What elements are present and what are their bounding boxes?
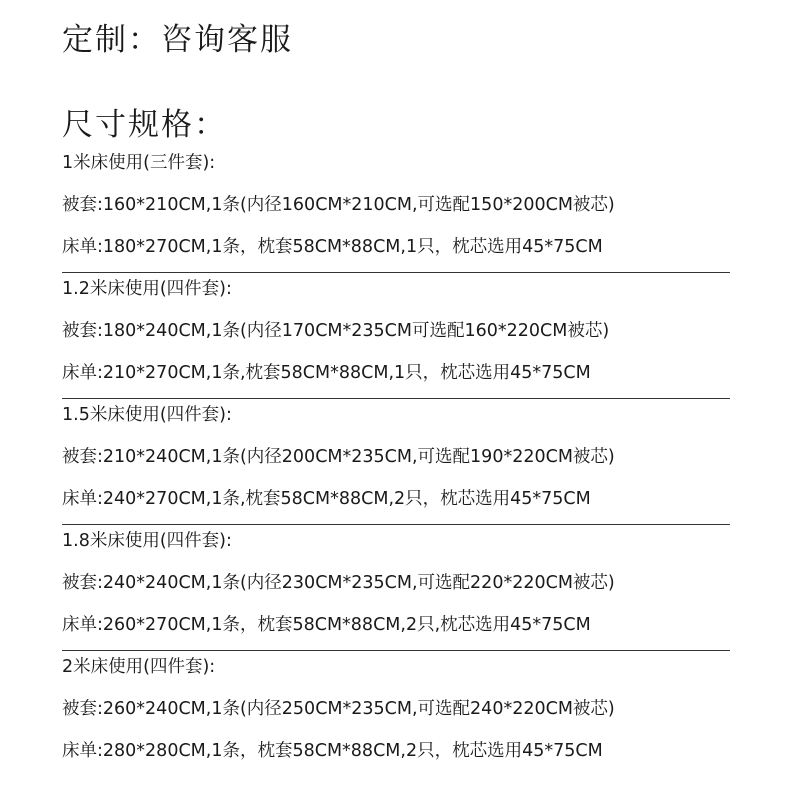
section-title: 2米床使用(四件套): xyxy=(62,657,216,677)
duvet-cover-spec: 被套:160*210CM,1条(内径160CM*210CM,可选配150*200CM被芯) xyxy=(62,195,615,215)
duvet-cover-spec: 被套:260*240CM,1条(内径250CM*235CM,可选配240*220CM被芯) xyxy=(62,699,615,719)
section-title: 1.8米床使用(四件套): xyxy=(62,531,232,551)
sheet-pillowcase-spec: 床单:210*270CM,1条,枕套58CM*88CM,1只，枕芯选用45*75CM xyxy=(62,363,591,383)
sheet-pillowcase-spec: 床单:260*270CM,1条，枕套58CM*88CM,2只,枕芯选用45*75CM xyxy=(62,615,591,635)
spec-sections xyxy=(62,147,730,777)
section-title: 1.2米床使用(四件套): xyxy=(62,279,232,299)
spec-section-1-8m xyxy=(62,525,730,651)
duvet-cover-spec: 被套:210*240CM,1条(内径200CM*235CM,可选配190*220CM被芯) xyxy=(62,447,615,467)
custom-order-note: 定制：咨询客服 xyxy=(62,22,293,58)
spec-section-1m xyxy=(62,147,730,273)
section-title: 1.5米床使用(四件套): xyxy=(62,405,232,425)
spec-section-1-2m xyxy=(62,273,730,399)
sheet-pillowcase-spec: 床单:280*280CM,1条，枕套58CM*88CM,2只，枕芯选用45*75CM xyxy=(62,741,603,761)
sheet-pillowcase-spec: 床单:240*270CM,1条,枕套58CM*88CM,2只，枕芯选用45*75CM xyxy=(62,489,591,509)
spec-heading: 尺寸规格： xyxy=(62,107,227,143)
spec-section-2m xyxy=(62,651,730,777)
duvet-cover-spec: 被套:240*240CM,1条(内径230CM*235CM,可选配220*220CM被芯) xyxy=(62,573,615,593)
spec-section-1-5m xyxy=(62,399,730,525)
section-title: 1米床使用(三件套): xyxy=(62,153,216,173)
sheet-pillowcase-spec: 床单:180*270CM,1条，枕套58CM*88CM,1只，枕芯选用45*75CM xyxy=(62,237,603,257)
duvet-cover-spec: 被套:180*240CM,1条(内径170CM*235CM可选配160*220CM被芯) xyxy=(62,321,610,341)
